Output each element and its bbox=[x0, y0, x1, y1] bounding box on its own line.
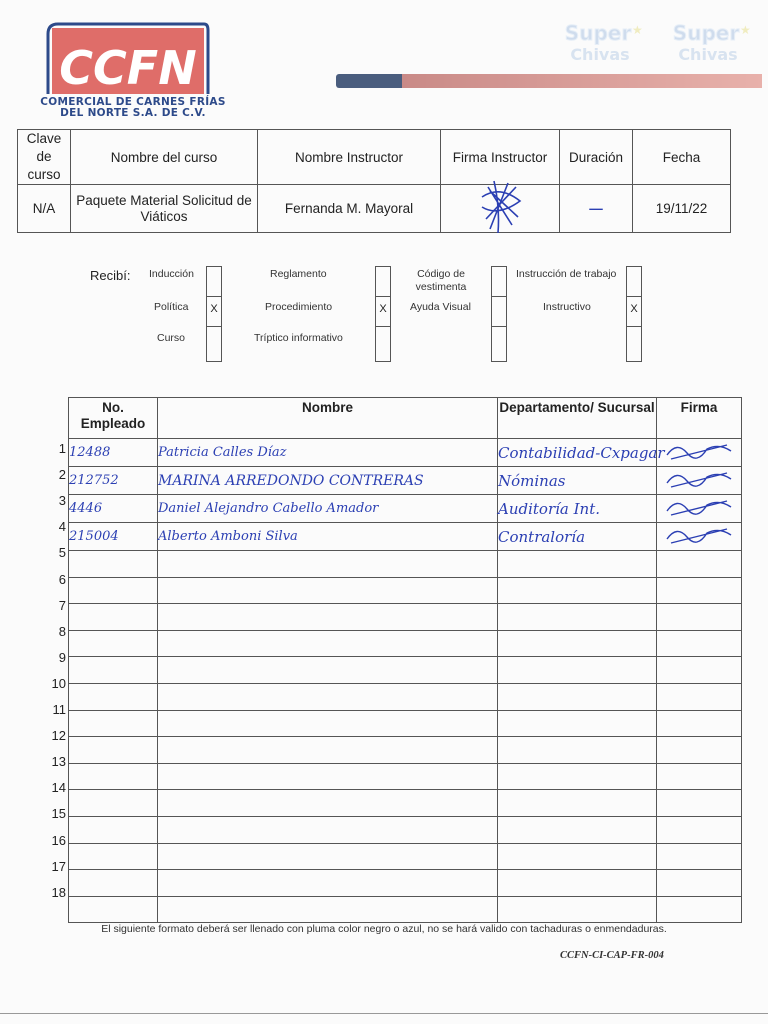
row-number: 13 bbox=[51, 754, 66, 770]
cell-nombre[interactable] bbox=[158, 737, 498, 764]
course-data-row bbox=[18, 185, 731, 233]
cell-firma[interactable] bbox=[657, 523, 742, 551]
row-number: 18 bbox=[51, 884, 66, 900]
cell-duracion: — bbox=[560, 185, 633, 233]
employee-signature bbox=[657, 495, 741, 519]
cell-no[interactable]: 212752 bbox=[69, 467, 158, 495]
label-politica: Política bbox=[154, 301, 189, 313]
cell-nombre[interactable] bbox=[158, 843, 498, 870]
cell-firma[interactable] bbox=[657, 870, 742, 897]
checkbox-politica[interactable]: X bbox=[206, 296, 222, 328]
table-row bbox=[69, 870, 742, 897]
cell-depto[interactable] bbox=[498, 710, 657, 737]
recibi-label: Recibí: bbox=[90, 268, 131, 283]
cell-nombre[interactable] bbox=[158, 763, 498, 790]
cell-no[interactable] bbox=[69, 870, 158, 897]
label-instruccion-trabajo: Instrucción de trabajo bbox=[516, 268, 617, 280]
header-no-empleado: No. Empleado bbox=[69, 398, 158, 439]
employee-signature bbox=[657, 523, 741, 547]
table-row bbox=[69, 577, 742, 604]
table-row bbox=[69, 816, 742, 843]
label-procedimiento: Procedimiento bbox=[265, 301, 333, 313]
table-row bbox=[69, 657, 742, 684]
cell-nombre[interactable] bbox=[158, 604, 498, 631]
table-row bbox=[69, 467, 742, 495]
cell-firma[interactable] bbox=[657, 896, 742, 923]
cell-depto[interactable] bbox=[498, 577, 657, 604]
cell-nombre[interactable] bbox=[158, 816, 498, 843]
table-row bbox=[69, 790, 742, 817]
cell-depto[interactable]: Contraloría bbox=[498, 523, 657, 551]
cell-nombre[interactable] bbox=[158, 551, 498, 578]
cell-no[interactable]: 12488 bbox=[69, 439, 158, 467]
row-number: 7 bbox=[58, 597, 66, 613]
cell-firma[interactable] bbox=[657, 551, 742, 578]
table-row bbox=[69, 551, 742, 578]
table-row bbox=[69, 439, 742, 467]
cell-firma[interactable] bbox=[657, 763, 742, 790]
checkbox-ayuda-visual[interactable] bbox=[491, 296, 507, 328]
cell-firma[interactable] bbox=[657, 710, 742, 737]
table-row bbox=[69, 710, 742, 737]
cell-depto[interactable] bbox=[498, 870, 657, 897]
super-chivas-badge-left bbox=[556, 16, 643, 68]
cell-firma[interactable] bbox=[657, 439, 742, 467]
label-triptico: Tríptico informativo bbox=[254, 332, 343, 344]
cell-firma[interactable] bbox=[657, 577, 742, 604]
table-row bbox=[69, 495, 742, 523]
form-code: CCFN-CI-CAP-FR-004 bbox=[560, 950, 664, 961]
cell-no[interactable] bbox=[69, 683, 158, 710]
table-row bbox=[69, 683, 742, 710]
row-number: 14 bbox=[51, 780, 66, 796]
table-row bbox=[69, 523, 742, 551]
cell-depto[interactable]: Contabilidad-Cxpagar bbox=[498, 439, 657, 467]
cell-no[interactable] bbox=[69, 551, 158, 578]
cell-firma[interactable] bbox=[657, 467, 742, 495]
svg-text:CCFN: CCFN bbox=[59, 41, 197, 95]
company-line-1: COMERCIAL DE CARNES FRÍAS bbox=[40, 96, 226, 108]
cell-firma[interactable] bbox=[657, 790, 742, 817]
cell-no[interactable] bbox=[69, 843, 158, 870]
label-ayuda-visual: Ayuda Visual bbox=[410, 301, 471, 313]
cell-nombre-instructor: Fernanda M. Mayoral bbox=[258, 185, 441, 233]
checkbox-triptico[interactable] bbox=[375, 326, 391, 362]
company-line-2: DEL NORTE S.A. DE C.V. bbox=[60, 107, 206, 119]
row-number: 10 bbox=[51, 675, 66, 691]
checkbox-reglamento[interactable] bbox=[375, 266, 391, 298]
header-stripe-red bbox=[402, 74, 762, 88]
cell-nombre[interactable] bbox=[158, 896, 498, 923]
checkbox-instructivo[interactable]: X bbox=[626, 296, 642, 328]
cell-depto[interactable] bbox=[498, 843, 657, 870]
cell-nombre-curso: Paquete Material Solicitud de Viáticos bbox=[71, 185, 258, 233]
checkbox-induccion[interactable] bbox=[206, 266, 222, 298]
table-row bbox=[69, 737, 742, 764]
cell-nombre[interactable] bbox=[158, 683, 498, 710]
svg-text:★: ★ bbox=[740, 23, 751, 37]
instructor-signature bbox=[460, 177, 540, 237]
header-duracion: Duración bbox=[560, 130, 633, 185]
row-number: 2 bbox=[58, 467, 66, 483]
cell-nombre[interactable] bbox=[158, 710, 498, 737]
label-codigo-vestimenta: Código de vestimenta bbox=[415, 268, 467, 293]
course-table bbox=[17, 129, 731, 233]
cell-no[interactable] bbox=[69, 763, 158, 790]
cell-nombre[interactable] bbox=[158, 870, 498, 897]
cell-nombre[interactable] bbox=[158, 790, 498, 817]
row-number: 5 bbox=[58, 545, 66, 561]
header-firma-instructor: Firma Instructor bbox=[441, 130, 560, 185]
header-departamento: Departamento/ Sucursal bbox=[498, 398, 657, 439]
checkbox-instruccion-trabajo[interactable] bbox=[626, 266, 642, 298]
cell-nombre[interactable] bbox=[158, 630, 498, 657]
checkbox-curso[interactable] bbox=[206, 326, 222, 362]
cell-nombre[interactable]: Daniel Alejandro Cabello Amador bbox=[158, 495, 498, 523]
cell-depto[interactable] bbox=[498, 657, 657, 684]
row-number: 12 bbox=[51, 728, 66, 744]
row-number: 11 bbox=[52, 702, 66, 717]
row-number: 9 bbox=[58, 649, 66, 665]
cell-clave: N/A bbox=[18, 185, 71, 233]
cell-depto[interactable] bbox=[498, 790, 657, 817]
employee-signature bbox=[657, 439, 741, 463]
label-reglamento: Reglamento bbox=[270, 268, 327, 280]
employee-table bbox=[68, 397, 742, 923]
table-row bbox=[69, 630, 742, 657]
cell-no[interactable] bbox=[69, 896, 158, 923]
cell-no[interactable] bbox=[69, 577, 158, 604]
cell-firma[interactable] bbox=[657, 604, 742, 631]
cell-firma[interactable] bbox=[657, 657, 742, 684]
company-logo bbox=[44, 22, 210, 96]
cell-nombre[interactable]: Patricia Calles Díaz bbox=[158, 439, 498, 467]
cell-depto[interactable] bbox=[498, 683, 657, 710]
label-instructivo: Instructivo bbox=[543, 301, 591, 313]
row-number: 15 bbox=[51, 806, 66, 822]
row-number: 16 bbox=[51, 832, 66, 848]
svg-text:Super: Super bbox=[564, 21, 632, 45]
cell-firma-instructor bbox=[441, 185, 560, 233]
label-curso: Curso bbox=[157, 332, 186, 344]
cell-no[interactable] bbox=[69, 816, 158, 843]
row-number: 3 bbox=[58, 493, 66, 509]
header-nombre-curso: Nombre del curso bbox=[71, 130, 258, 185]
cell-nombre[interactable] bbox=[158, 657, 498, 684]
course-header-row bbox=[18, 130, 731, 185]
header-nombre: Nombre bbox=[158, 398, 498, 439]
cell-nombre[interactable]: Alberto Amboni Silva bbox=[158, 523, 498, 551]
header-nombre-instructor: Nombre Instructor bbox=[258, 130, 441, 185]
checkbox-codigo-vestimenta[interactable] bbox=[491, 266, 507, 298]
row-number: 17 bbox=[51, 858, 66, 874]
cell-firma[interactable] bbox=[657, 843, 742, 870]
svg-text:★: ★ bbox=[632, 23, 643, 37]
cell-depto[interactable]: Nóminas bbox=[498, 467, 657, 495]
cell-firma[interactable] bbox=[657, 816, 742, 843]
cell-depto[interactable] bbox=[498, 896, 657, 923]
svg-text:Chivas: Chivas bbox=[678, 45, 738, 64]
cell-firma[interactable] bbox=[657, 683, 742, 710]
cell-depto[interactable] bbox=[498, 763, 657, 790]
checkbox-empty-4[interactable] bbox=[626, 326, 642, 362]
bottom-divider bbox=[0, 1013, 768, 1014]
cell-nombre[interactable] bbox=[158, 577, 498, 604]
svg-text:Super: Super bbox=[672, 21, 740, 45]
cell-no[interactable] bbox=[69, 657, 158, 684]
employee-signature bbox=[657, 467, 741, 491]
cell-firma[interactable] bbox=[657, 737, 742, 764]
row-number: 1 bbox=[58, 441, 66, 456]
header-firma: Firma bbox=[657, 398, 742, 439]
super-chivas-badge-right bbox=[664, 16, 751, 68]
cell-depto[interactable] bbox=[498, 551, 657, 578]
cell-firma[interactable] bbox=[657, 630, 742, 657]
row-number: 6 bbox=[58, 571, 66, 587]
checkbox-empty-3[interactable] bbox=[491, 326, 507, 362]
cell-no[interactable] bbox=[69, 737, 158, 764]
table-row bbox=[69, 763, 742, 790]
cell-no[interactable] bbox=[69, 630, 158, 657]
cell-no[interactable] bbox=[69, 604, 158, 631]
cell-nombre[interactable]: MARINA ARREDONDO CONTRERAS bbox=[158, 467, 498, 495]
cell-depto[interactable]: Auditoría Int. bbox=[498, 495, 657, 523]
row-number: 4 bbox=[58, 519, 66, 535]
company-name bbox=[28, 97, 238, 119]
cell-fecha: 19/11/22 bbox=[633, 185, 731, 233]
row-number: 8 bbox=[58, 623, 66, 639]
header-stripe-blue bbox=[336, 74, 402, 88]
cell-no[interactable] bbox=[69, 710, 158, 737]
cell-no[interactable] bbox=[69, 790, 158, 817]
table-row bbox=[69, 604, 742, 631]
cell-no[interactable]: 215004 bbox=[69, 523, 158, 551]
cell-depto[interactable] bbox=[498, 604, 657, 631]
cell-depto[interactable] bbox=[498, 816, 657, 843]
header-fecha: Fecha bbox=[633, 130, 731, 185]
checkbox-procedimiento[interactable]: X bbox=[375, 296, 391, 328]
footer-note: El siguiente formato deberá ser llenado con pluma color negro o azul, no se hará valido con tachaduras o enmendaduras. bbox=[101, 923, 667, 935]
table-row bbox=[69, 843, 742, 870]
svg-text:Chivas: Chivas bbox=[570, 45, 630, 64]
cell-depto[interactable] bbox=[498, 630, 657, 657]
employee-header-row bbox=[69, 398, 742, 439]
cell-firma[interactable] bbox=[657, 495, 742, 523]
label-induccion: Inducción bbox=[149, 268, 194, 280]
table-row bbox=[69, 896, 742, 923]
cell-no[interactable]: 4446 bbox=[69, 495, 158, 523]
header-clave: Clave de curso bbox=[18, 130, 71, 185]
cell-depto[interactable] bbox=[498, 737, 657, 764]
